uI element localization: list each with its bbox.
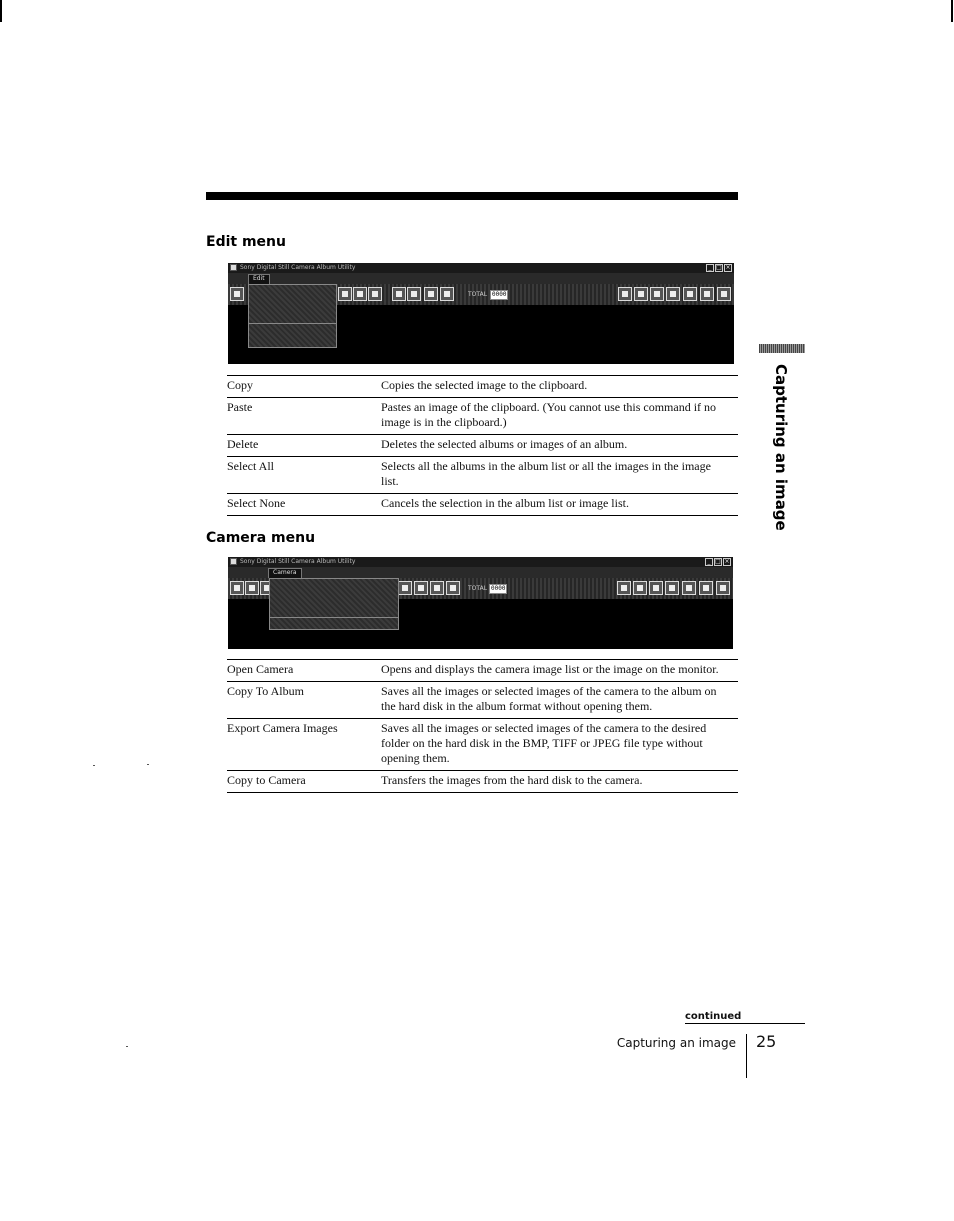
window-controls	[706, 264, 732, 272]
toolbar-copy-icon	[338, 287, 352, 301]
edit-dropdown-menu	[248, 284, 337, 348]
menu-separator	[270, 617, 398, 618]
toolbar-grid-icon	[700, 287, 714, 301]
app-icon	[230, 264, 237, 271]
total-label: TOTAL	[468, 291, 488, 298]
toolbar-view-icon	[392, 287, 406, 301]
toolbar-export-icon	[650, 287, 664, 301]
total-count: 0000	[492, 291, 507, 298]
continued-label: continued	[685, 1011, 742, 1022]
minimize-icon: _	[706, 264, 714, 272]
toolbar-rotate-icon	[414, 581, 428, 595]
toolbar-list-icon	[398, 581, 412, 595]
edit-menu-table	[227, 375, 738, 516]
command-cell: Copy	[227, 378, 254, 392]
edit-menu-heading: Edit menu	[206, 234, 286, 250]
side-tab-title: Capturing an image	[772, 364, 790, 531]
window-titlebar	[228, 263, 734, 273]
table-row	[227, 682, 738, 719]
toolbar-back-icon	[230, 581, 244, 595]
description-cell: Saves all the images or selected images of the camera to the album on the hard disk in the album format without opening them.	[381, 684, 717, 713]
camera-menu-table	[227, 659, 738, 793]
window-menubar	[228, 567, 733, 578]
description-cell: Selects all the albums in the album list or all the images in the image list.	[381, 459, 711, 488]
description-cell: Saves all the images or selected images of the camera to the desired folder on the hard disk in the BMP, TIFF or JPEG file type without opening them.	[381, 721, 707, 765]
maximize-icon: □	[715, 558, 721, 565]
left-edge-mark	[0, 0, 2, 22]
footer-section-title: Capturing an image	[616, 1036, 736, 1050]
table-row	[227, 398, 738, 435]
command-cell: Paste	[227, 400, 253, 414]
table-row	[227, 719, 738, 771]
window-title: Sony Digital Still Camera Album Utility	[240, 264, 356, 271]
table-row	[227, 494, 738, 516]
open-menu-label: Camera	[268, 568, 302, 579]
window-menubar	[228, 273, 734, 284]
camera-menu-screenshot	[228, 557, 733, 649]
command-cell: Select All	[227, 459, 274, 473]
footer-separator	[746, 1034, 747, 1078]
minimize-icon: _	[705, 558, 713, 566]
toolbar-print-icon	[665, 581, 679, 595]
description-cell: Cancels the selection in the album list or image list.	[381, 496, 629, 510]
toolbar-delete-icon	[368, 287, 382, 301]
toolbar-thumbnail-icon	[717, 287, 731, 301]
camera-menu-heading: Camera menu	[206, 530, 316, 546]
table-row	[227, 376, 738, 398]
edit-menu-screenshot	[228, 263, 734, 364]
toolbar-export-icon	[649, 581, 663, 595]
command-cell: Delete	[227, 437, 259, 451]
toolbar-camera-icon	[618, 287, 632, 301]
close-icon: ×	[724, 558, 730, 565]
table-row	[227, 435, 738, 457]
toolbar-info-icon	[446, 581, 460, 595]
toolbar-import-icon	[633, 581, 647, 595]
table-row	[227, 457, 738, 494]
description-cell: Opens and displays the camera image list or the image on the monitor.	[381, 662, 719, 676]
command-cell: Copy To Album	[227, 684, 304, 698]
total-count: 0000	[491, 585, 506, 592]
page-number: 25	[756, 1032, 777, 1051]
toolbar-grid-icon	[699, 581, 713, 595]
toolbar-info-icon	[440, 287, 454, 301]
scan-speck	[147, 764, 149, 765]
description-cell: Pastes an image of the clipboard. (You cannot use this command if no image is in the clipboard.)	[381, 400, 717, 429]
header-rule	[206, 192, 738, 200]
toolbar-paste-icon	[353, 287, 367, 301]
toolbar-settings-icon	[683, 287, 697, 301]
toolbar-camera-icon	[617, 581, 631, 595]
total-label: TOTAL	[468, 585, 488, 592]
command-cell: Copy to Camera	[227, 773, 306, 787]
toolbar-rotate-icon	[424, 287, 438, 301]
app-icon	[230, 558, 237, 565]
close-icon: ×	[725, 264, 731, 271]
description-cell: Copies the selected image to the clipboard.	[381, 378, 588, 392]
menu-separator	[249, 323, 336, 324]
side-tab-marker	[759, 344, 805, 353]
scan-speck	[93, 765, 95, 766]
right-edge-mark	[951, 0, 953, 22]
camera-dropdown-menu	[269, 578, 399, 630]
toolbar-back-icon	[230, 287, 244, 301]
toolbar-settings-icon	[682, 581, 696, 595]
description-cell: Transfers the images from the hard disk to the camera.	[381, 773, 643, 787]
scan-speck	[126, 1046, 128, 1047]
toolbar-print-icon	[666, 287, 680, 301]
table-row	[227, 771, 738, 793]
window-controls	[705, 558, 731, 566]
open-menu-label: Edit	[248, 274, 270, 285]
command-cell: Select None	[227, 496, 286, 510]
toolbar-forward-icon	[245, 581, 259, 595]
toolbar-thumbnail-icon	[716, 581, 730, 595]
toolbar-import-icon	[634, 287, 648, 301]
command-cell: Export Camera Images	[227, 721, 338, 735]
window-titlebar	[228, 557, 733, 567]
continued-rule	[685, 1023, 805, 1024]
toolbar-flip-icon	[430, 581, 444, 595]
maximize-icon: □	[716, 264, 722, 271]
window-title: Sony Digital Still Camera Album Utility	[240, 558, 356, 565]
description-cell: Deletes the selected albums or images of an album.	[381, 437, 628, 451]
table-row	[227, 660, 738, 682]
command-cell: Open Camera	[227, 662, 294, 676]
toolbar-list-icon	[407, 287, 421, 301]
